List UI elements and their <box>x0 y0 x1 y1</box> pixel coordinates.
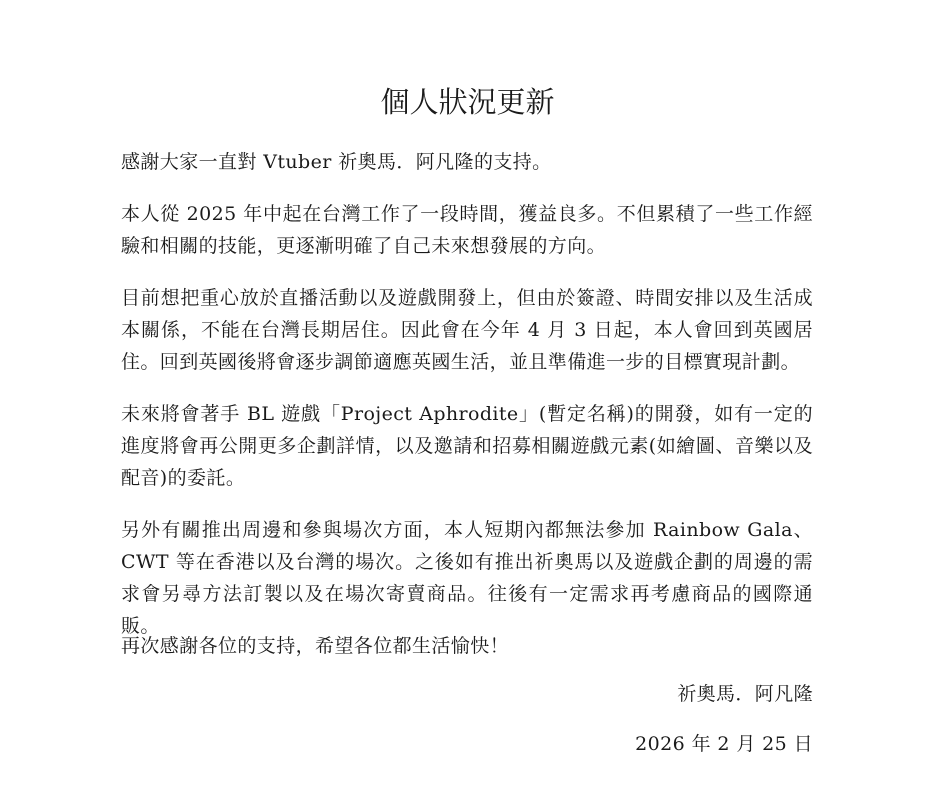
date: 2026 年 2 月 25 日 <box>635 733 813 755</box>
paragraph-thanks: 感謝大家一直對 Vtuber 祈奧馬．阿凡隆的支持。 <box>121 151 552 173</box>
signature: 祈奧馬．阿凡隆 <box>677 683 813 705</box>
paragraph-taiwan-work: 本人從 2025 年中起在台灣工作了一段時間，獲益良多。不但累積了一些工作經驗和相關的技能，更逐漸明確了自己未來想發展的方向。 <box>121 203 813 257</box>
paragraph-game-project: 未來將會著手 BL 遊戲「Project Aphrodite」(暫定名稱)的開發，如有一定的進度將會再公開更多企劃詳情，以及邀請和招募相關遊戲元素(如繪圖、音樂以及配音)的委託。 <box>121 403 813 489</box>
paragraph-return-uk: 目前想把重心放於直播活動以及遊戲開發上，但由於簽證、時間安排以及生活成本關係，不能在台灣長期居住。因此會在今年 4 月 3 日起，本人會回到英國居住。回到英國後將會逐步調節適應英國生活，並且準備進一步的目標實現計劃。 <box>121 287 813 373</box>
page-title: 個人狀況更新 <box>380 85 555 119</box>
paragraph-closing: 再次感謝各位的支持，希望各位都生活愉快！ <box>121 635 510 657</box>
paragraph-merchandise: 另外有關推出周邊和參與場次方面，本人短期內都無法參加 Rainbow Gala、CWT 等在香港以及台灣的場次。之後如有推出祈奧馬以及遊戲企劃的周邊的需求會另尋方法訂製以及在場次寄賣商品。往後有一定需求再考慮商品的國際通販。 <box>121 519 813 637</box>
